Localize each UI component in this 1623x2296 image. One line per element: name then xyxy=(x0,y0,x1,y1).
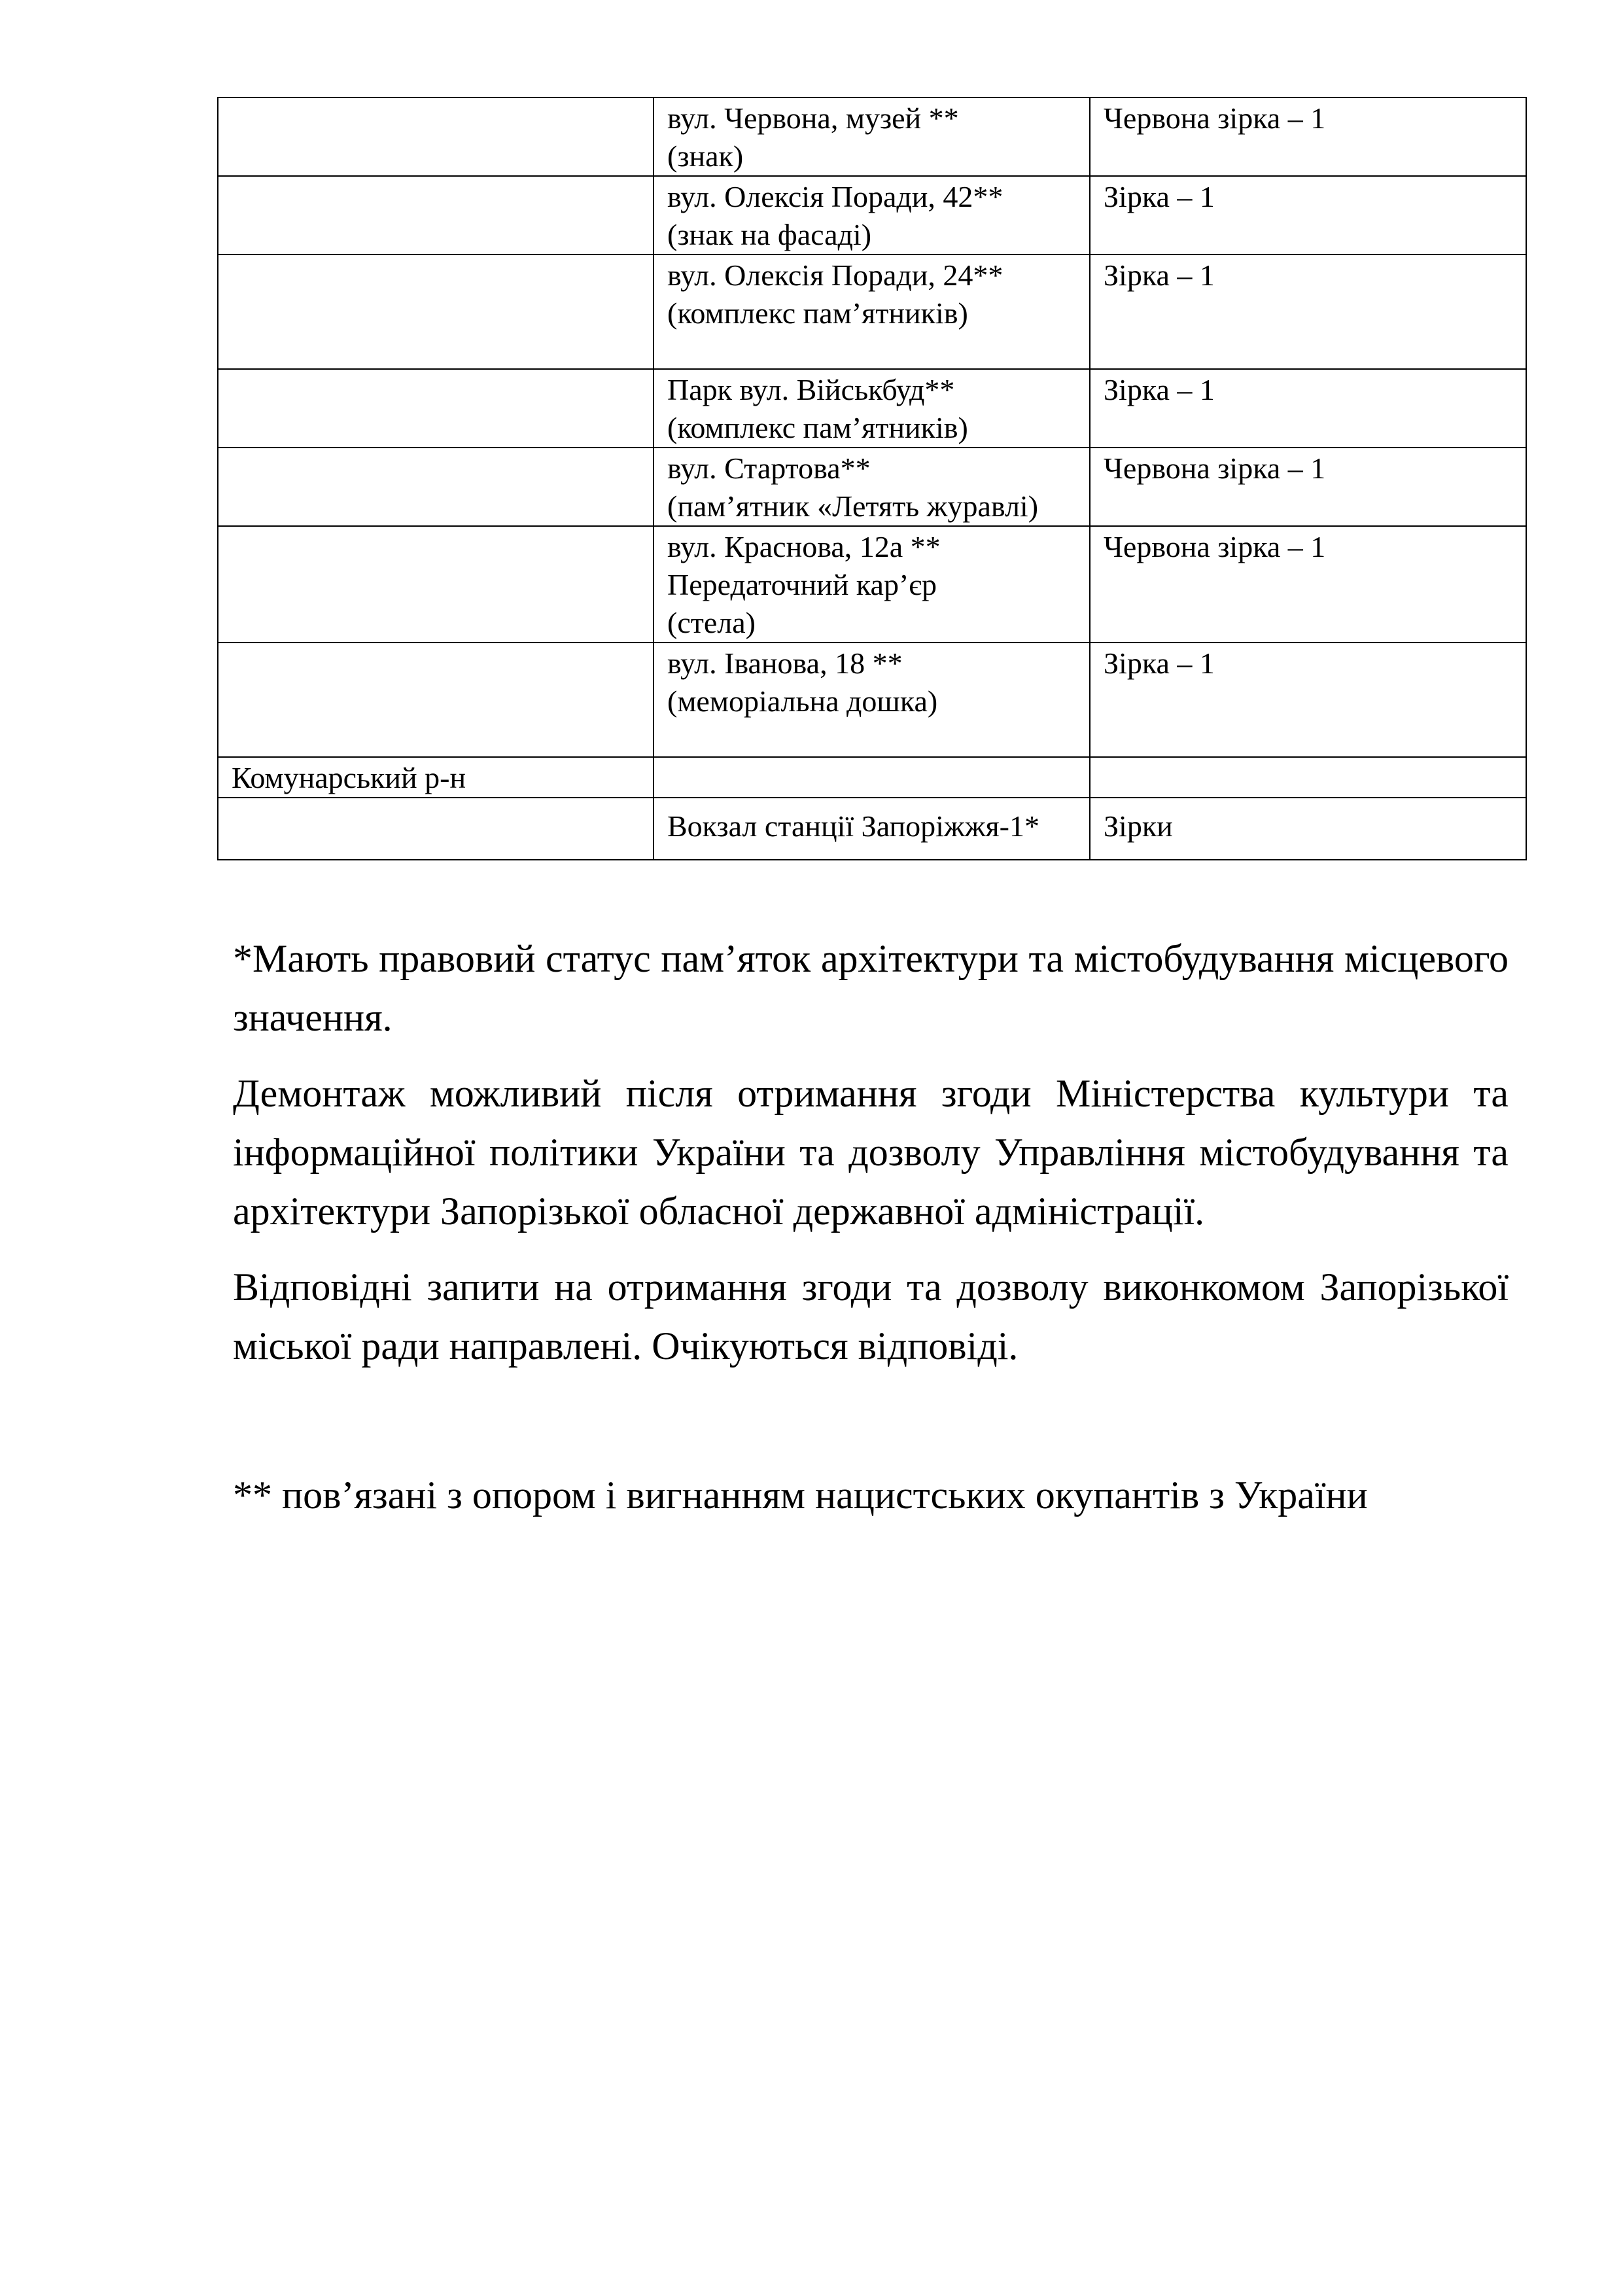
address-cell xyxy=(654,798,1090,860)
footnote-single-asterisk: *Мають правовий статус пам’яток архітектури та містобудування місцевого значення. xyxy=(233,937,1509,1039)
district-cell xyxy=(218,255,654,369)
table-row xyxy=(218,757,1526,798)
object-cell: Зірки xyxy=(1090,798,1526,860)
address-line: вул. Олексія Поради, 42** xyxy=(667,180,1003,213)
district-cell xyxy=(218,176,654,255)
address-cell xyxy=(654,757,1090,798)
address-cell xyxy=(654,255,1090,369)
address-line: Парк вул. Військбуд** xyxy=(667,373,955,406)
table-row xyxy=(218,448,1526,526)
address-line: Вокзал станції Запоріжжя-1* xyxy=(667,809,1039,843)
table-row xyxy=(218,369,1526,448)
address-cell xyxy=(654,643,1090,757)
address-line: вул. Олексія Поради, 24** xyxy=(667,258,1003,292)
address-line: вул. Стартова** xyxy=(667,451,871,485)
address-cell xyxy=(654,97,1090,176)
footnote-double-asterisk: ** пов’язані з опором і вигнанням нацистських окупантів з України xyxy=(233,1474,1368,1517)
address-line: (стела) xyxy=(667,606,756,639)
district-cell xyxy=(218,526,654,643)
requests-paragraph: Відповідні запити на отримання згоди та дозволу виконкомом Запорізької міської ради направлені. Очікуються відповіді. xyxy=(233,1265,1509,1368)
notes-section xyxy=(233,929,1509,1542)
address-line: вул. Червона, музей ** xyxy=(667,101,959,135)
object-cell: Зірка – 1 xyxy=(1090,369,1526,448)
address-line: вул. Іванова, 18 ** xyxy=(667,646,903,680)
table-row xyxy=(218,255,1526,369)
district-cell xyxy=(218,643,654,757)
address-line: вул. Краснова, 12а ** xyxy=(667,530,941,563)
address-line: (меморіальна дошка) xyxy=(667,684,938,718)
table-row xyxy=(218,526,1526,643)
district-cell xyxy=(218,97,654,176)
table-row xyxy=(218,97,1526,176)
table-row xyxy=(218,798,1526,860)
district-cell xyxy=(218,369,654,448)
address-line: (комплекс пам’ятників) xyxy=(667,296,968,330)
district-cell xyxy=(218,448,654,526)
address-line: Передаточний кар’єр xyxy=(667,568,937,601)
address-cell xyxy=(654,176,1090,255)
district-cell: Комунарський р-н xyxy=(218,757,654,798)
object-cell: Зірка – 1 xyxy=(1090,255,1526,369)
address-line: (знак) xyxy=(667,139,744,173)
address-cell xyxy=(654,369,1090,448)
object-cell: Червона зірка – 1 xyxy=(1090,526,1526,643)
address-line: (комплекс пам’ятників) xyxy=(667,411,968,444)
address-line: (знак на фасаді) xyxy=(667,218,872,251)
address-cell xyxy=(654,448,1090,526)
district-cell xyxy=(218,798,654,860)
dismantling-paragraph: Демонтаж можливий після отримання згоди Міністерства культури та інформаційної політики України та дозволу Управління містобудування та архітектури Запорізької обласної державної адміністрації. xyxy=(233,1072,1509,1233)
monuments-table xyxy=(217,97,1527,860)
object-cell: Червона зірка – 1 xyxy=(1090,97,1526,176)
table-row xyxy=(218,176,1526,255)
object-cell: Зірка – 1 xyxy=(1090,176,1526,255)
object-cell: Зірка – 1 xyxy=(1090,643,1526,757)
object-cell: Червона зірка – 1 xyxy=(1090,448,1526,526)
table-row xyxy=(218,643,1526,757)
object-cell xyxy=(1090,757,1526,798)
address-line: (пам’ятник «Летять журавлі) xyxy=(667,489,1039,523)
address-cell xyxy=(654,526,1090,643)
